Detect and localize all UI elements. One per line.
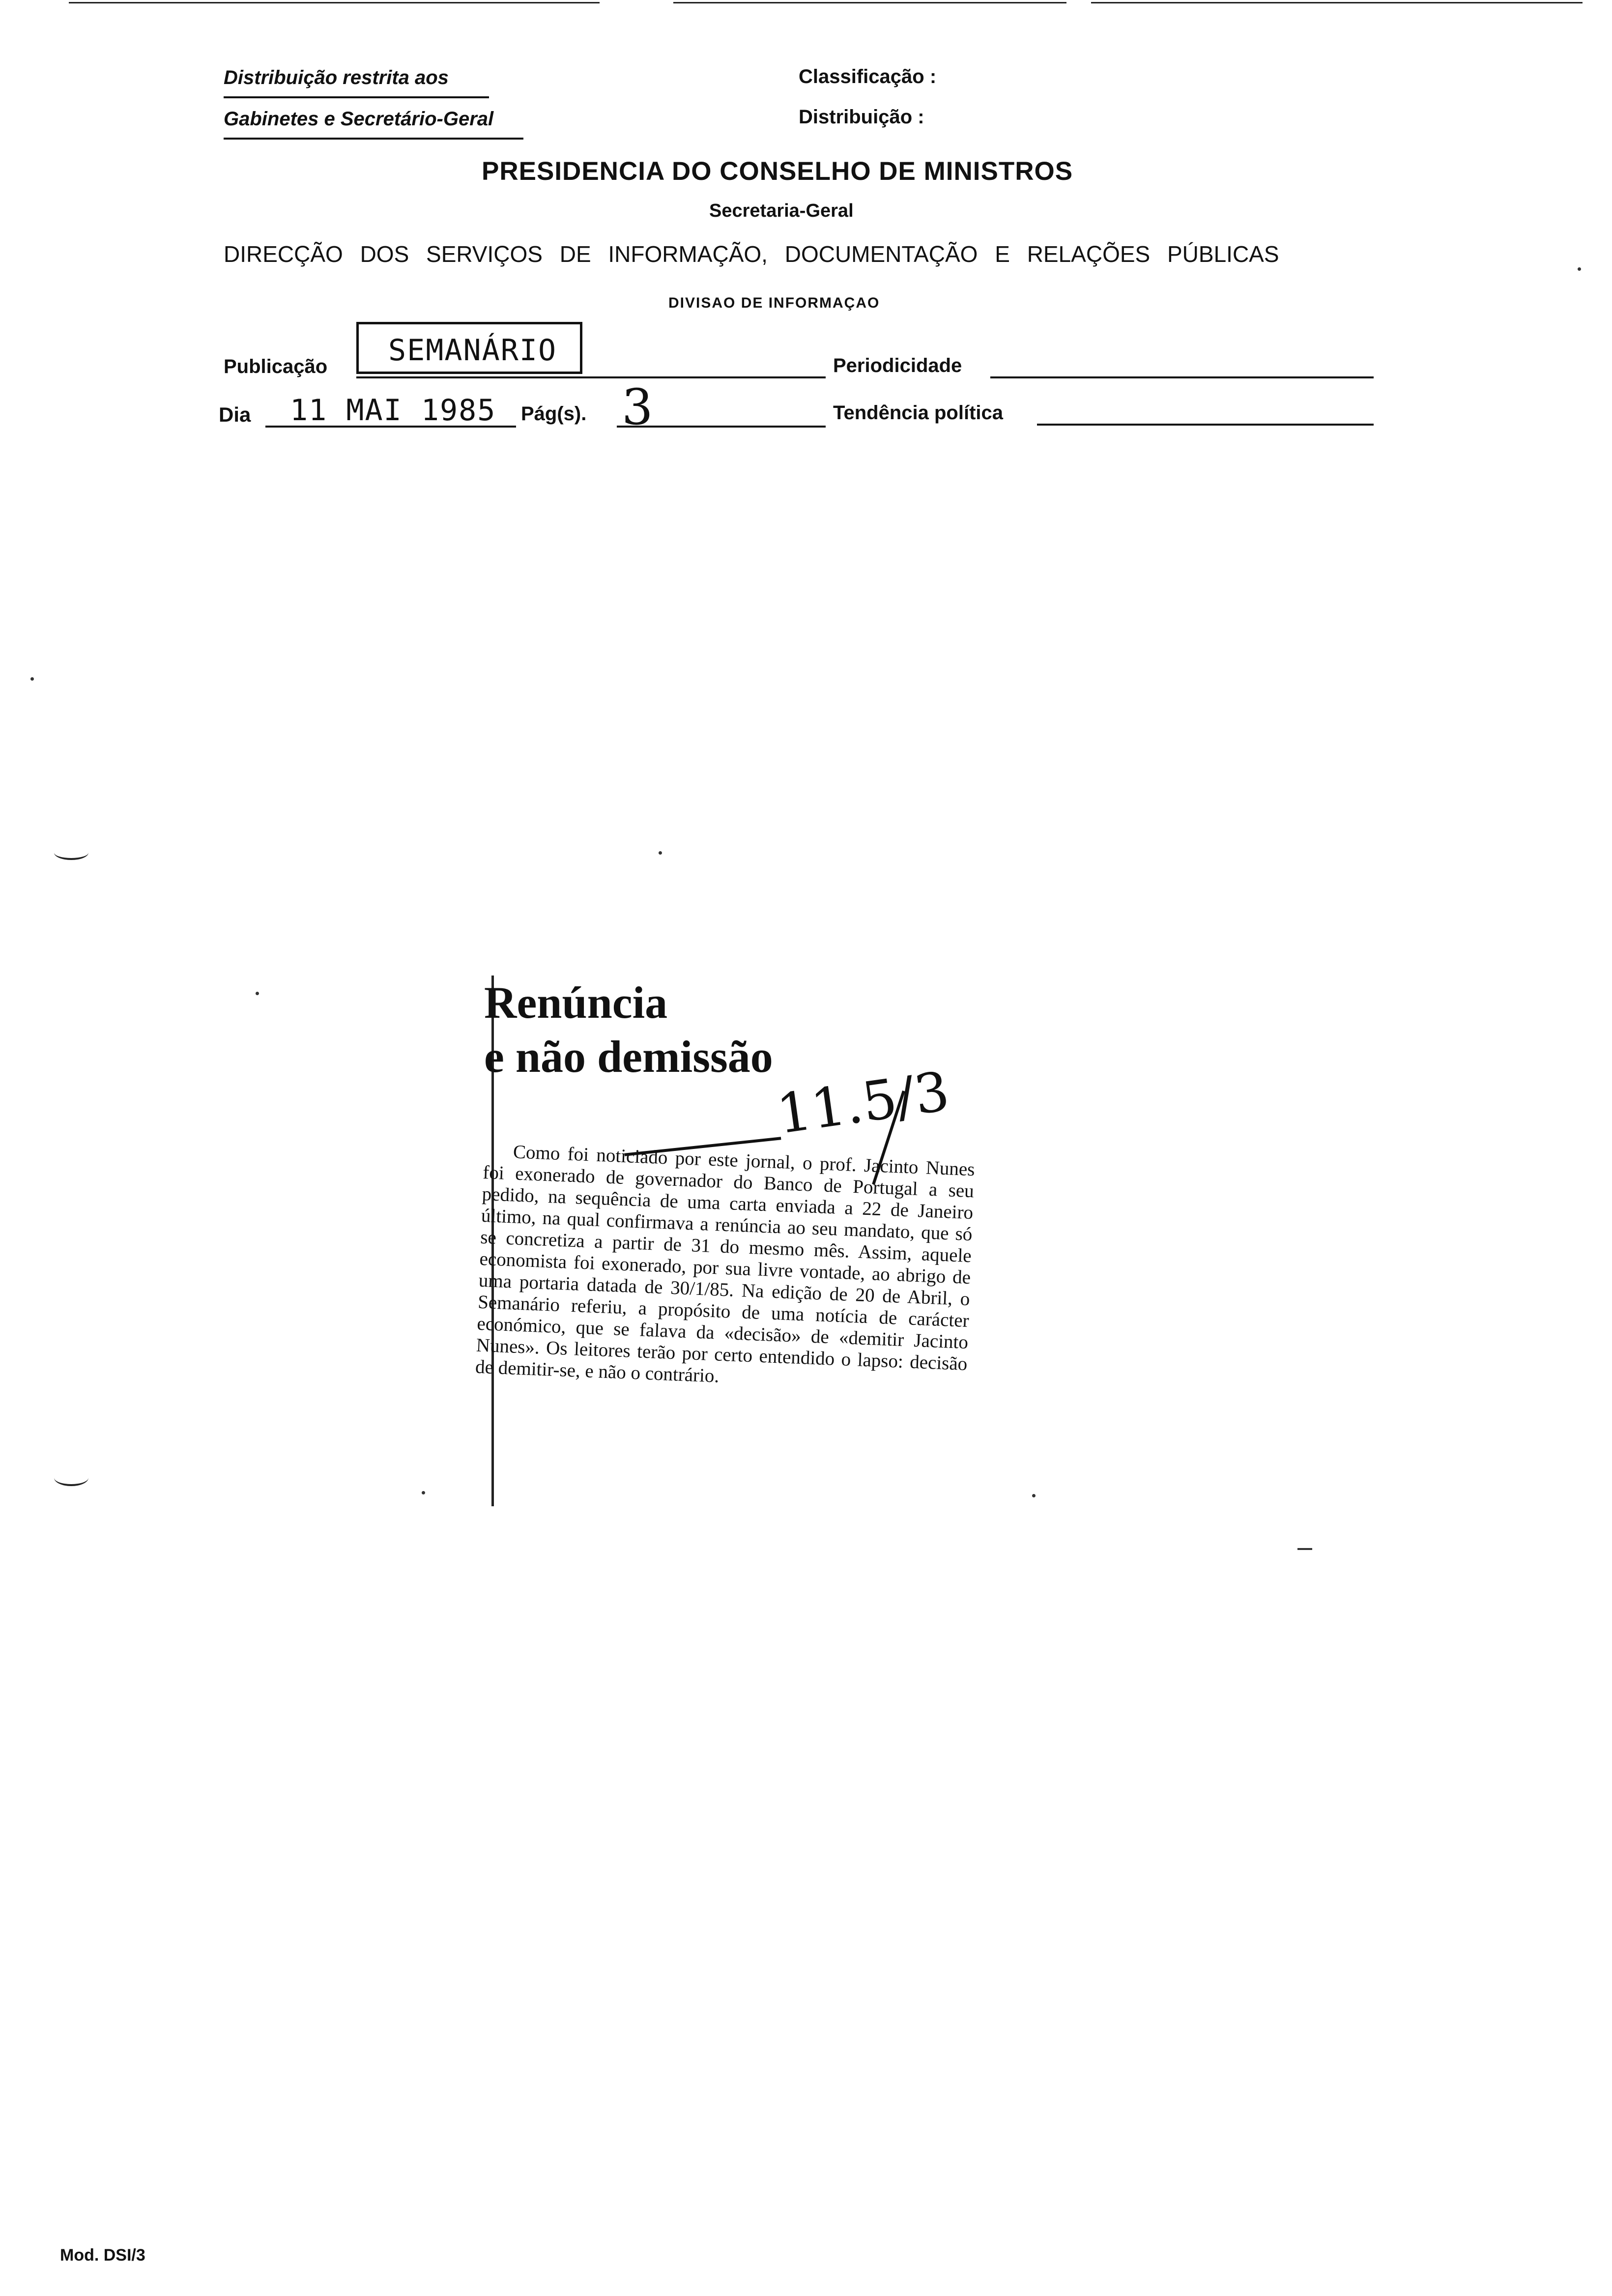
restricted-distribution-line2: Gabinetes e Secretário-Geral: [224, 108, 494, 130]
page-title: PRESIDENCIA DO CONSELHO DE MINISTROS: [482, 157, 1073, 186]
scan-mark: [54, 1469, 88, 1486]
scan-speck: [1032, 1494, 1036, 1497]
classification-label: Classificação :: [799, 66, 937, 87]
periodicity-field-line: [990, 376, 1374, 378]
scan-speck: [256, 992, 259, 995]
restricted-distribution-line1: Distribuição restrita aos: [224, 67, 449, 88]
publication-field-line: [356, 376, 826, 378]
scan-mark: [1297, 1548, 1312, 1550]
tendency-field-line: [1037, 424, 1374, 426]
underline: [224, 96, 489, 98]
scan-speck: [1578, 267, 1581, 271]
scan-border-line: [69, 2, 600, 3]
handwritten-note: 11.5/3: [773, 1060, 953, 1146]
day-stamp: 11 MAI 1985: [290, 393, 496, 428]
pages-field-line: [617, 426, 826, 428]
clipping-headline-line1: Renúncia: [484, 977, 668, 1028]
day-field-line: [265, 426, 516, 428]
day-label: Dia: [219, 403, 251, 426]
scan-speck: [30, 677, 34, 681]
periodicity-label: Periodicidade: [833, 355, 962, 376]
scan-border-line: [1091, 2, 1583, 3]
scan-border-line: [673, 2, 1066, 3]
clipping-body-text: Como foi noticiado por este jornal, o prof. Jacinto Nunes foi exonerado de governador do Banco de Portugal a seu pedido, na sequência de uma carta enviada a 22 de Janeiro último, na qual confirmava a renúncia ao seu mandato, que só se concretiza a partir de 31 do mesmo mês. Assim, aquele economista foi exonerado, por sua livre vontade, ao abrigo de uma portaria datada de 30/1/85. Na edição de 20 de Abril, o Semanário referiu, a propósito de uma notícia de carácter económico, que se falava da «decisão» de «demitir Jacinto Nunes». Os leitores terão por certo entendido o lapso: decisão de demitir-se, e não o contrário.: [475, 1141, 976, 1387]
pages-label: Pág(s).: [521, 403, 587, 425]
publication-label: Publicação: [224, 356, 328, 377]
distribution-label: Distribuição :: [799, 106, 924, 128]
model-code: Mod. DSI/3: [60, 2246, 145, 2265]
publication-stamp: SEMANÁRIO: [356, 322, 582, 374]
underline: [224, 138, 523, 140]
scan-speck: [659, 851, 662, 855]
tendency-label: Tendência política: [833, 402, 1003, 424]
clipping-headline-line2: e não demissão: [484, 1032, 773, 1082]
pages-handwritten-value: 3: [622, 378, 653, 436]
division-line: DIVISAO DE INFORMAÇAO: [668, 295, 880, 311]
directorate-line: DIRECÇÃO DOS SERVIÇOS DE INFORMAÇÃO, DOCUMENTAÇÃO E RELAÇÕES PÚBLICAS: [224, 241, 1279, 267]
page-subtitle: Secretaria-Geral: [709, 201, 854, 221]
scan-mark: [54, 845, 88, 860]
clipping-body: [475, 1140, 975, 1397]
scan-speck: [422, 1491, 425, 1494]
